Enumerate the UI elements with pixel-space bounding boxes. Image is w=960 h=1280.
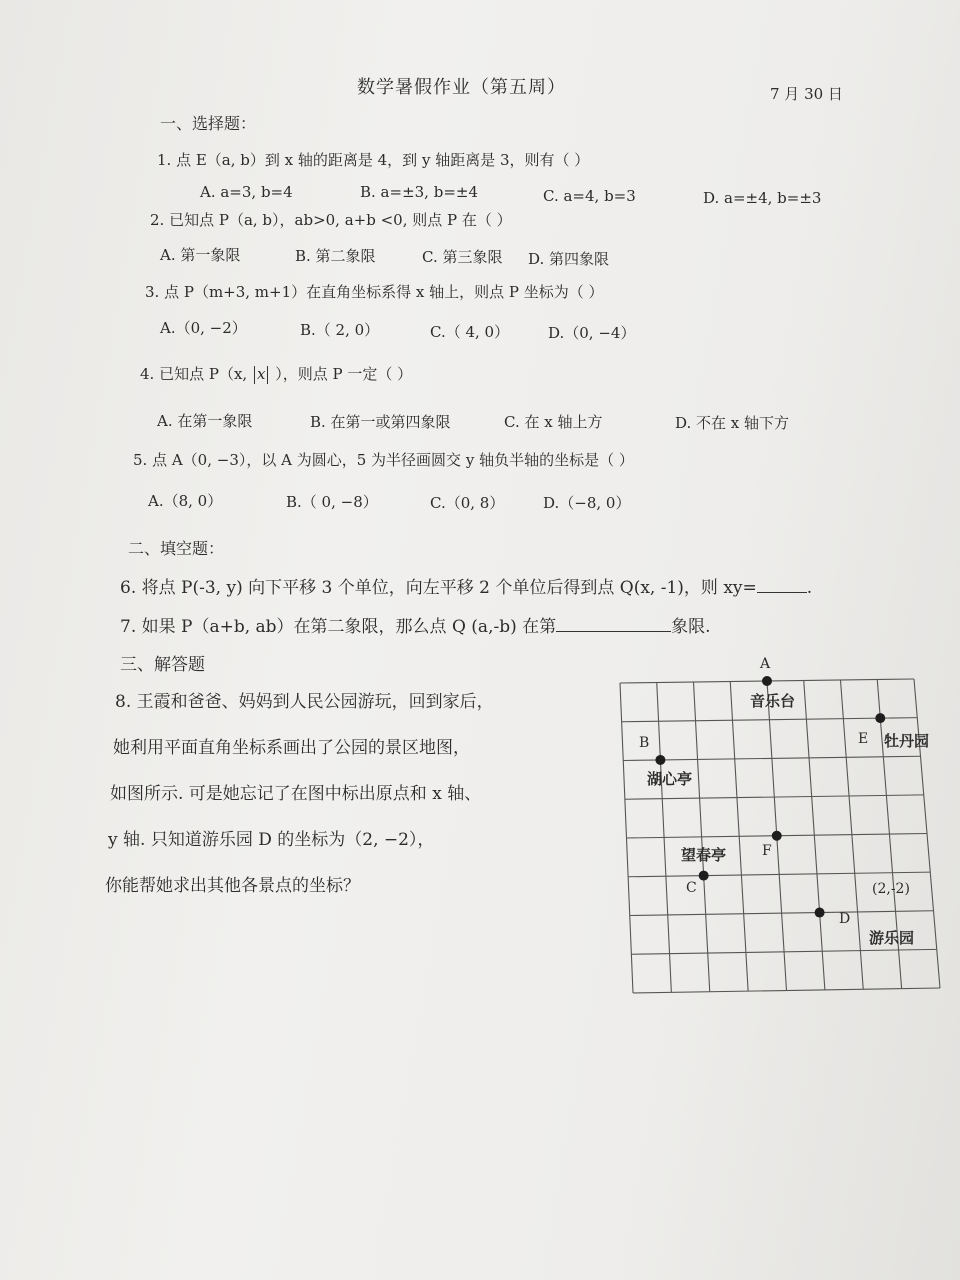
point-b-letter: B — [639, 735, 650, 751]
q6-text: 6. 将点 P(-3, y) 向下平移 3 个单位，向左平移 2 个单位后得到点 Q(x, -1)，则 xy= — [120, 578, 757, 598]
q2-option-c: C. 第三象限 — [422, 248, 503, 266]
point-a-place: 音乐台 — [750, 692, 796, 710]
map-point-d-dot — [815, 908, 825, 918]
point-c-place: 望春亭 — [681, 846, 727, 864]
q4-option-a: A. 在第一象限 — [157, 412, 253, 430]
q8-line-3: 如图所示. 可是她忘记了在图中标出原点和 x 轴、 — [110, 784, 482, 804]
page-title: 数学暑假作业（第五周） — [357, 77, 566, 98]
point-e-letter: E — [858, 731, 869, 747]
question-2: 2. 已知点 P（a, b），ab>0, a+b <0, 则点 P 在（ ） — [150, 211, 512, 229]
q1-option-a: A. a=3, b=4 — [200, 183, 293, 201]
section-choice-heading: 一、选择题： — [160, 114, 257, 133]
point-a-letter: A — [760, 656, 771, 672]
q7-text: 7. 如果 P（a+b, ab）在第二象限，那么点 Q (a,-b) 在第 — [120, 617, 557, 637]
q8-line-4: y 轴. 只知道游乐园 D 的坐标为（2, −2）， — [108, 830, 435, 850]
q5-option-a: A.（8, 0） — [148, 492, 223, 510]
q8-line-2: 她利用平面直角坐标系画出了公园的景区地图， — [113, 738, 470, 758]
q2-option-b: B. 第二象限 — [295, 247, 376, 265]
q5-option-c: C.（0, 8） — [430, 494, 505, 512]
q8-line-5: 你能帮她求出其他各景点的坐标？ — [105, 876, 360, 896]
q3-option-a: A.（0, −2） — [160, 319, 247, 337]
q4-option-d: D. 不在 x 轴下方 — [675, 414, 790, 432]
map-point-e-dot — [875, 713, 885, 723]
point-d-letter: D — [839, 911, 851, 927]
q4-option-c: C. 在 x 轴上方 — [504, 413, 603, 431]
q8-line-1: 8. 王霞和爸爸、妈妈到人民公园游玩，回到家后， — [115, 692, 494, 712]
question-5: 5. 点 A（0, −3），以 A 为圆心，5 为半径画圆交 y 轴负半轴的坐标是（ ） — [133, 451, 634, 469]
point-d-place: 游乐园 — [869, 929, 915, 947]
map-point-b-dot — [655, 755, 665, 765]
point-d-coord: (2,-2) — [872, 881, 910, 897]
map-point-c-dot — [699, 871, 709, 881]
point-b-place: 湖心亭 — [647, 770, 693, 788]
q4-text-after: ），则点 P 一定（ ） — [275, 365, 413, 383]
q4-abs-x: x — [256, 365, 266, 383]
section-fill-heading: 二、填空题： — [128, 539, 225, 558]
q3-option-b: B.（ 2, 0） — [300, 321, 380, 339]
section-solve-heading: 三、解答题 — [120, 655, 205, 675]
map-point-a-dot — [762, 676, 772, 686]
point-e-place: 牡丹园 — [884, 732, 930, 750]
q1-option-c: C. a=4, b=3 — [543, 187, 636, 205]
point-c-letter: C — [686, 880, 697, 896]
question-1: 1. 点 E（a, b）到 x 轴的距离是 4，到 y 轴距离是 3，则有（ ） — [157, 151, 590, 169]
q1-option-d: D. a=±4, b=±3 — [703, 189, 822, 207]
q2-option-d: D. 第四象限 — [528, 250, 610, 268]
q4-option-b: B. 在第一或第四象限 — [310, 413, 451, 431]
q4-text-before: 4. 已知点 P（x, — [140, 365, 248, 383]
q3-option-c: C.（ 4, 0） — [430, 323, 510, 341]
question-3: 3. 点 P（m+3, m+1）在直角坐标系得 x 轴上，则点 P 坐标为（ ） — [145, 283, 604, 301]
point-f-letter: F — [762, 843, 772, 859]
q2-option-a: A. 第一象限 — [160, 246, 241, 264]
q5-option-b: B.（ 0, −8） — [286, 493, 378, 511]
page-date: 7 月 30 日 — [770, 85, 843, 103]
q7-end: 象限. — [671, 617, 711, 637]
q3-option-d: D.（0, −4） — [548, 324, 636, 342]
q5-option-d: D.（−8, 0） — [543, 494, 631, 512]
map-point-f-dot — [772, 831, 782, 841]
q1-option-b: B. a=±3, b=±4 — [360, 183, 479, 201]
q6-end: . — [806, 578, 813, 598]
